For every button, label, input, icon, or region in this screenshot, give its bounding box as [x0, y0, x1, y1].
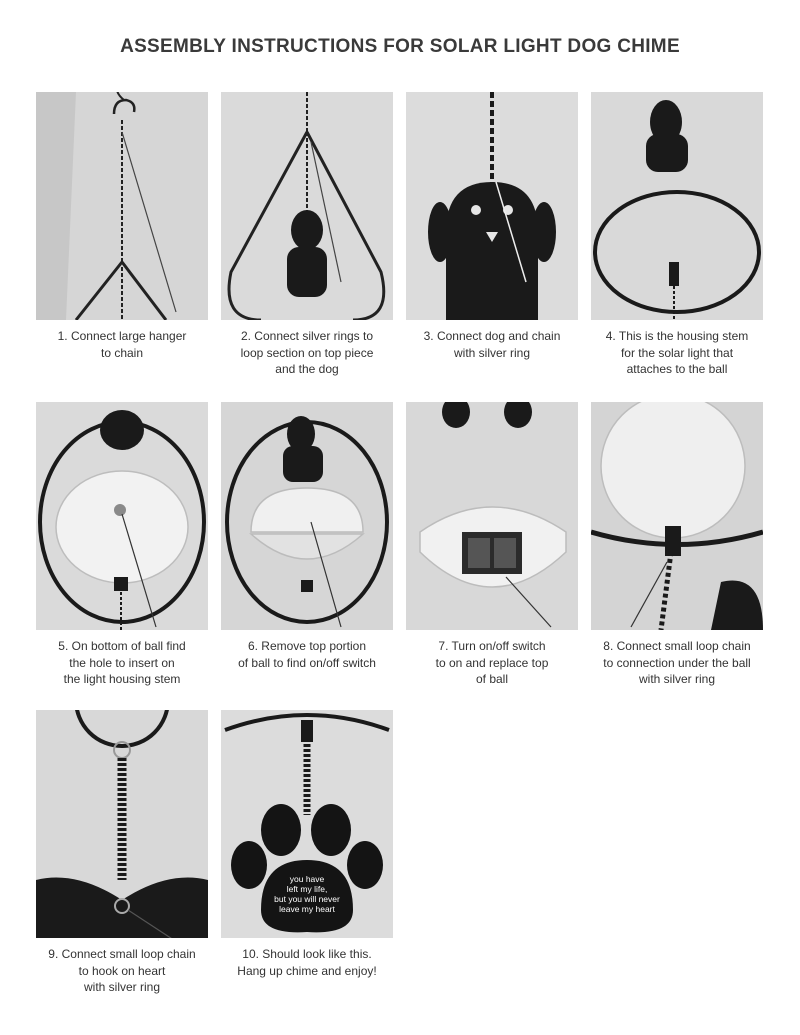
- ball-top-photo: [221, 402, 393, 630]
- housing-stem-photo: [591, 92, 763, 320]
- paw-text-line-4: leave my heart: [279, 904, 335, 914]
- ball-chain-photo: [591, 402, 763, 630]
- step-caption: 5. On bottom of ball find the hole to insert on the light housing stem: [58, 639, 186, 686]
- step-2: [221, 92, 393, 378]
- step-caption: 9. Connect small loop chain to hook on heart with silver ring: [48, 947, 196, 994]
- paw-text-line-3: but you will never: [274, 894, 340, 904]
- step-caption: 3. Connect dog and chain with silver ring: [423, 329, 561, 360]
- step-1: [36, 92, 208, 361]
- paw-text-line-2: left my life,: [286, 884, 328, 894]
- step-3: [406, 92, 578, 361]
- dog-cutout-photo: [221, 92, 393, 320]
- dog-chain-photo: [406, 92, 578, 320]
- heart-hook-photo: [36, 710, 208, 938]
- paw-text-line-1: you have: [289, 874, 325, 884]
- step-4: [591, 92, 763, 378]
- page-title: ASSEMBLY INSTRUCTIONS FOR SOLAR LIGHT DOG CHIME: [120, 36, 680, 57]
- step-caption: 7. Turn on/off switch to on and replace top of ball: [435, 639, 549, 686]
- paw-print-photo: [221, 710, 393, 938]
- step-7: [406, 402, 578, 688]
- step-8: [591, 402, 763, 688]
- hook-chain-photo: [36, 92, 208, 320]
- step-10: [221, 710, 393, 979]
- ball-hole-photo: [36, 402, 208, 630]
- step-6: [221, 402, 393, 671]
- step-caption: 2. Connect silver rings to loop section on top piece and the dog: [240, 329, 374, 376]
- solar-switch-photo: [406, 402, 578, 630]
- step-caption: 4. This is the housing stem for the solar light that attaches to the ball: [605, 329, 749, 376]
- step-caption: 8. Connect small loop chain to connection under the ball with silver ring: [603, 639, 751, 686]
- step-caption: 10. Should look like this. Hang up chime and enjoy!: [237, 947, 377, 978]
- step-9: [36, 710, 208, 996]
- step-5: [36, 402, 208, 688]
- step-caption: 1. Connect large hanger to chain: [57, 329, 187, 360]
- step-caption: 6. Remove top portion of ball to find on/off switch: [238, 639, 376, 670]
